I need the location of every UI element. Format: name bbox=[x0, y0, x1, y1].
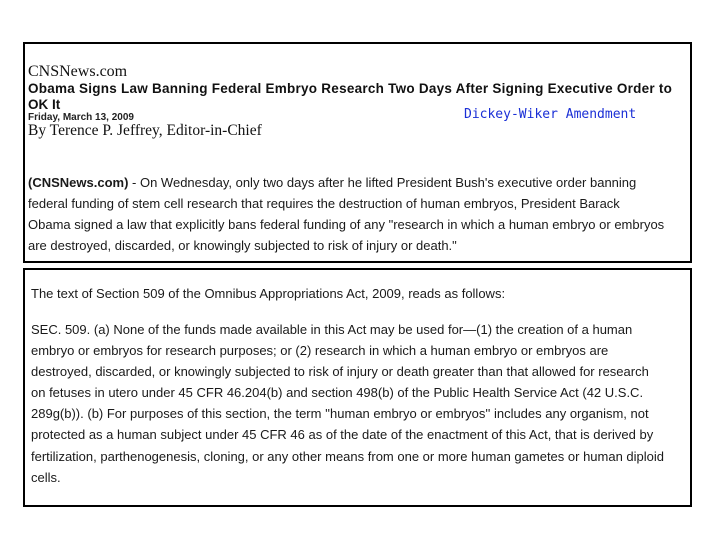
article-line: (CNSNews.com) - On Wednesday, only two days after he lifted President Bush's executive order banning bbox=[28, 175, 637, 190]
section-509-box bbox=[23, 268, 692, 507]
section-line: protected as a human subject under 45 CFR 46 as of the date of the enactment of this Act, that is derived by bbox=[31, 427, 654, 443]
headline-line-2: OK It bbox=[28, 97, 61, 112]
site-name: CNSNews.com bbox=[28, 63, 128, 80]
section-line: fertilization, parthenogenesis, cloning, or any other means from one or more human gametes or human diploid bbox=[31, 448, 665, 464]
article-line: are destroyed, discarded, or knowingly subjected to risk of injury or death." bbox=[28, 238, 457, 253]
article-lead: (CNSNews.com) bbox=[28, 175, 129, 190]
section-intro: The text of Section 509 of the Omnibus Appropriations Act, 2009, reads as follows: bbox=[31, 286, 506, 301]
section-line: destroyed, discarded, or knowingly subjected to risk of injury or death greater than that allowed for research bbox=[31, 364, 649, 380]
section-line: embryo or embryos for research purposes; or (2) research in which a human embryo or embryos are bbox=[31, 343, 609, 359]
section-line: SEC. 509. (a) None of the funds made available in this Act may be used for—(1) the creation of a human bbox=[31, 322, 633, 337]
article-date: Friday, March 13, 2009 bbox=[28, 112, 134, 123]
article-paragraph bbox=[28, 172, 664, 256]
article-excerpt-box bbox=[23, 42, 692, 263]
article-line: federal funding of stem cell research that requires the destruction of human embryos, President Barack bbox=[28, 196, 620, 211]
section-509-text bbox=[31, 319, 664, 488]
handwritten-annotation: Dickey-Wiker Amendment bbox=[464, 107, 637, 122]
headline-line-1: Obama Signs Law Banning Federal Embryo Research Two Days After Signing Executive Order to bbox=[28, 81, 673, 96]
byline: By Terence P. Jeffrey, Editor-in-Chief bbox=[28, 122, 262, 139]
section-line: cells. bbox=[31, 469, 61, 485]
article-line: Obama signed a law that explicitly bans federal funding of any "research in which a human embryo or embryos bbox=[28, 217, 665, 232]
section-line: 289g(b)). (b) For purposes of this section, the term ''human embryo or embryos'' includes any organism, not bbox=[31, 406, 649, 422]
section-line: on fetuses in utero under 45 CFR 46.204(b) and section 498(b) of the Public Health Service Act (42 U.S.C. bbox=[31, 385, 644, 401]
